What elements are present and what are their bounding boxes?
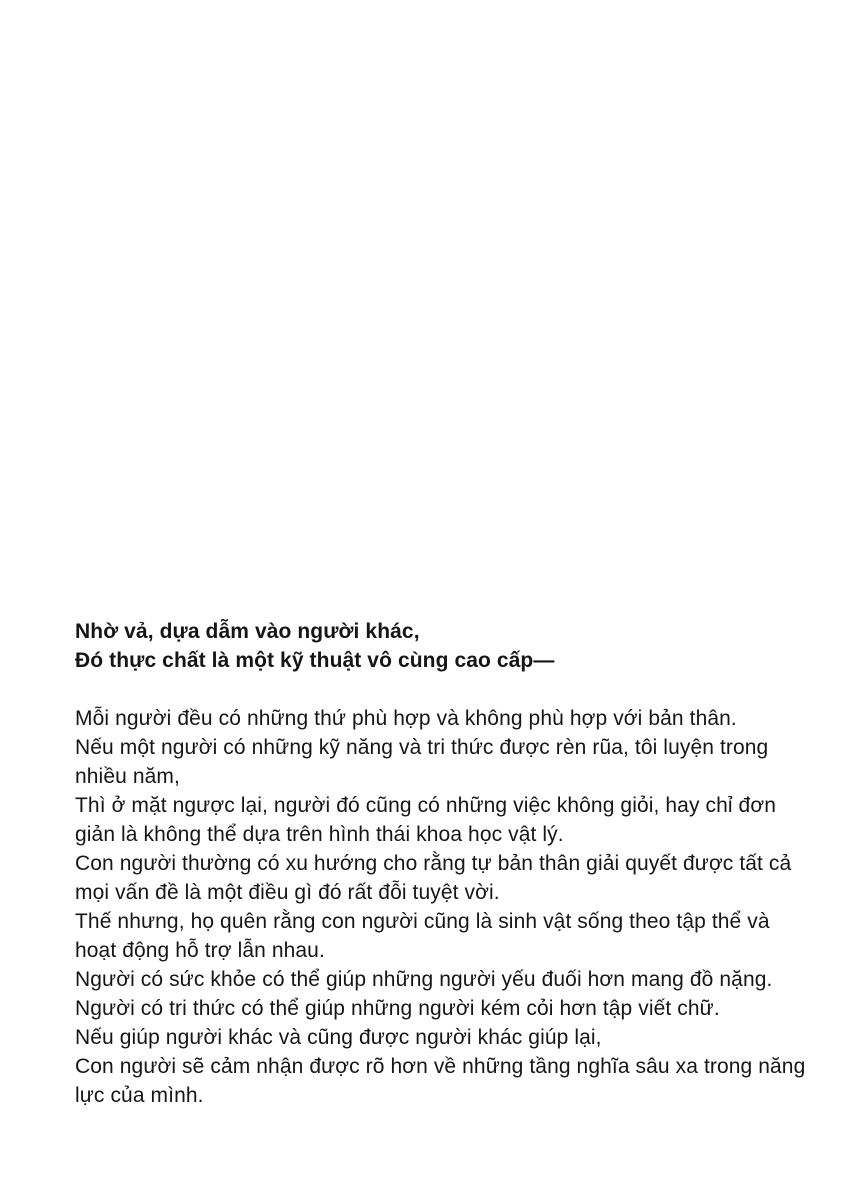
body-text-line: Người có sức khỏe có thể giúp những người yếu đuối hơn mang đồ nặng. bbox=[75, 968, 773, 991]
body-text-line: Con người sẽ cảm nhận được rõ hơn về những tầng nghĩa sâu xa trong năng bbox=[75, 1055, 806, 1078]
body-text-line: mọi vấn đề là một điều gì đó rất đỗi tuyệt vời. bbox=[75, 881, 500, 904]
heading-line: Nhờ vả, dựa dẫm vào người khác, bbox=[75, 620, 420, 643]
body-text-line: nhiều năm, bbox=[75, 765, 180, 788]
body-text-line: Thế nhưng, họ quên rằng con người cũng là sinh vật sống theo tập thể và bbox=[75, 910, 770, 933]
paragraph-spacer bbox=[75, 675, 795, 704]
body-text-line: Nếu giúp người khác và cũng được người khác giúp lại, bbox=[75, 1026, 602, 1049]
body-text-line: Thì ở mặt ngược lại, người đó cũng có những việc không giỏi, hay chỉ đơn bbox=[75, 794, 776, 817]
heading-line: Đó thực chất là một kỹ thuật vô cùng cao cấp— bbox=[75, 649, 555, 672]
body-text-line: giản là không thể dựa trên hình thái khoa học vật lý. bbox=[75, 823, 564, 846]
body-text-line: Người có tri thức có thể giúp những người kém cỏi hơn tập viết chữ. bbox=[75, 997, 720, 1020]
body-text-line: hoạt động hỗ trợ lẫn nhau. bbox=[75, 939, 325, 962]
body-text-line: lực của mình. bbox=[75, 1084, 204, 1107]
body-text-line: Con người thường có xu hướng cho rằng tự bản thân giải quyết được tất cả bbox=[75, 852, 792, 875]
text-block bbox=[75, 617, 806, 1110]
body-text-line: Nếu một người có những kỹ năng và tri thức được rèn rũa, tôi luyện trong bbox=[75, 736, 769, 759]
body-text-line: Mỗi người đều có những thứ phù hợp và không phù hợp với bản thân. bbox=[75, 707, 737, 730]
